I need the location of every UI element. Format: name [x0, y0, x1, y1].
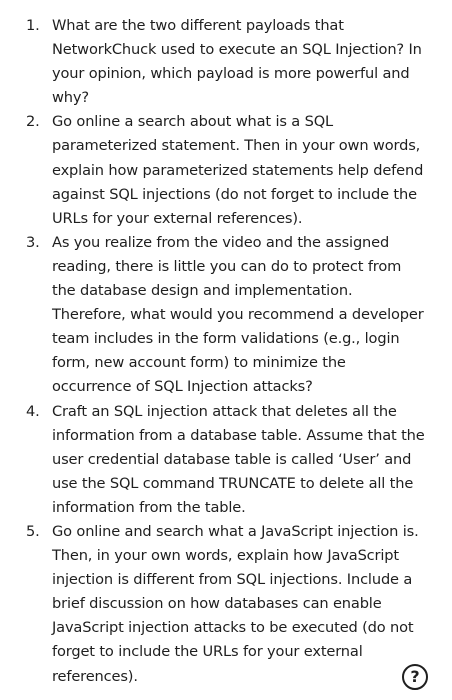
question-item-4	[0, 400, 452, 520]
question-text: As you realize from the video and the assigned reading, there is little you can do to protect from the database design and implementation. Therefore, what would you recommend a developer team includes in the form validations (e.g., login form, new account form) to minimize the occurrence of SQL Injection attacks?	[52, 233, 424, 396]
help-button[interactable]	[402, 664, 428, 690]
question-item-1	[0, 14, 452, 110]
question-number: 4.	[26, 402, 40, 420]
question-number: 3.	[26, 233, 40, 251]
question-text: Craft an SQL injection attack that deletes all the information from a database table. Assume that the user credential database table is called ‘User’ and use the SQL command TRUNCATE to delete all the information from the table.	[52, 402, 425, 516]
question-number: 2.	[26, 113, 40, 131]
question-item-2	[0, 110, 452, 230]
question-item-5	[0, 520, 452, 689]
assignment-document	[0, 14, 452, 689]
question-text: Go online and search what a JavaScript injection is. Then, in your own words, explain how JavaScript injection is different from SQL injections. Include a brief discussion on how databases can enable JavaScript injection attacks to be executed (do not forget to include the URLs for your external references).	[52, 522, 419, 685]
question-number: 5.	[26, 522, 40, 540]
question-list	[0, 14, 452, 689]
question-text: What are the two different payloads that NetworkChuck used to execute an SQL Injection? In your opinion, which payload is more powerful and why?	[52, 17, 422, 107]
question-circle-icon: ?	[410, 667, 420, 686]
question-number: 1.	[26, 17, 40, 34]
question-item-3	[0, 231, 452, 400]
question-text: Go online a search about what is a SQL parameterized statement. Then in your own words, explain how parameterized statements help defend against SQL injections (do not forget to include the URLs for your external references).	[52, 113, 424, 227]
